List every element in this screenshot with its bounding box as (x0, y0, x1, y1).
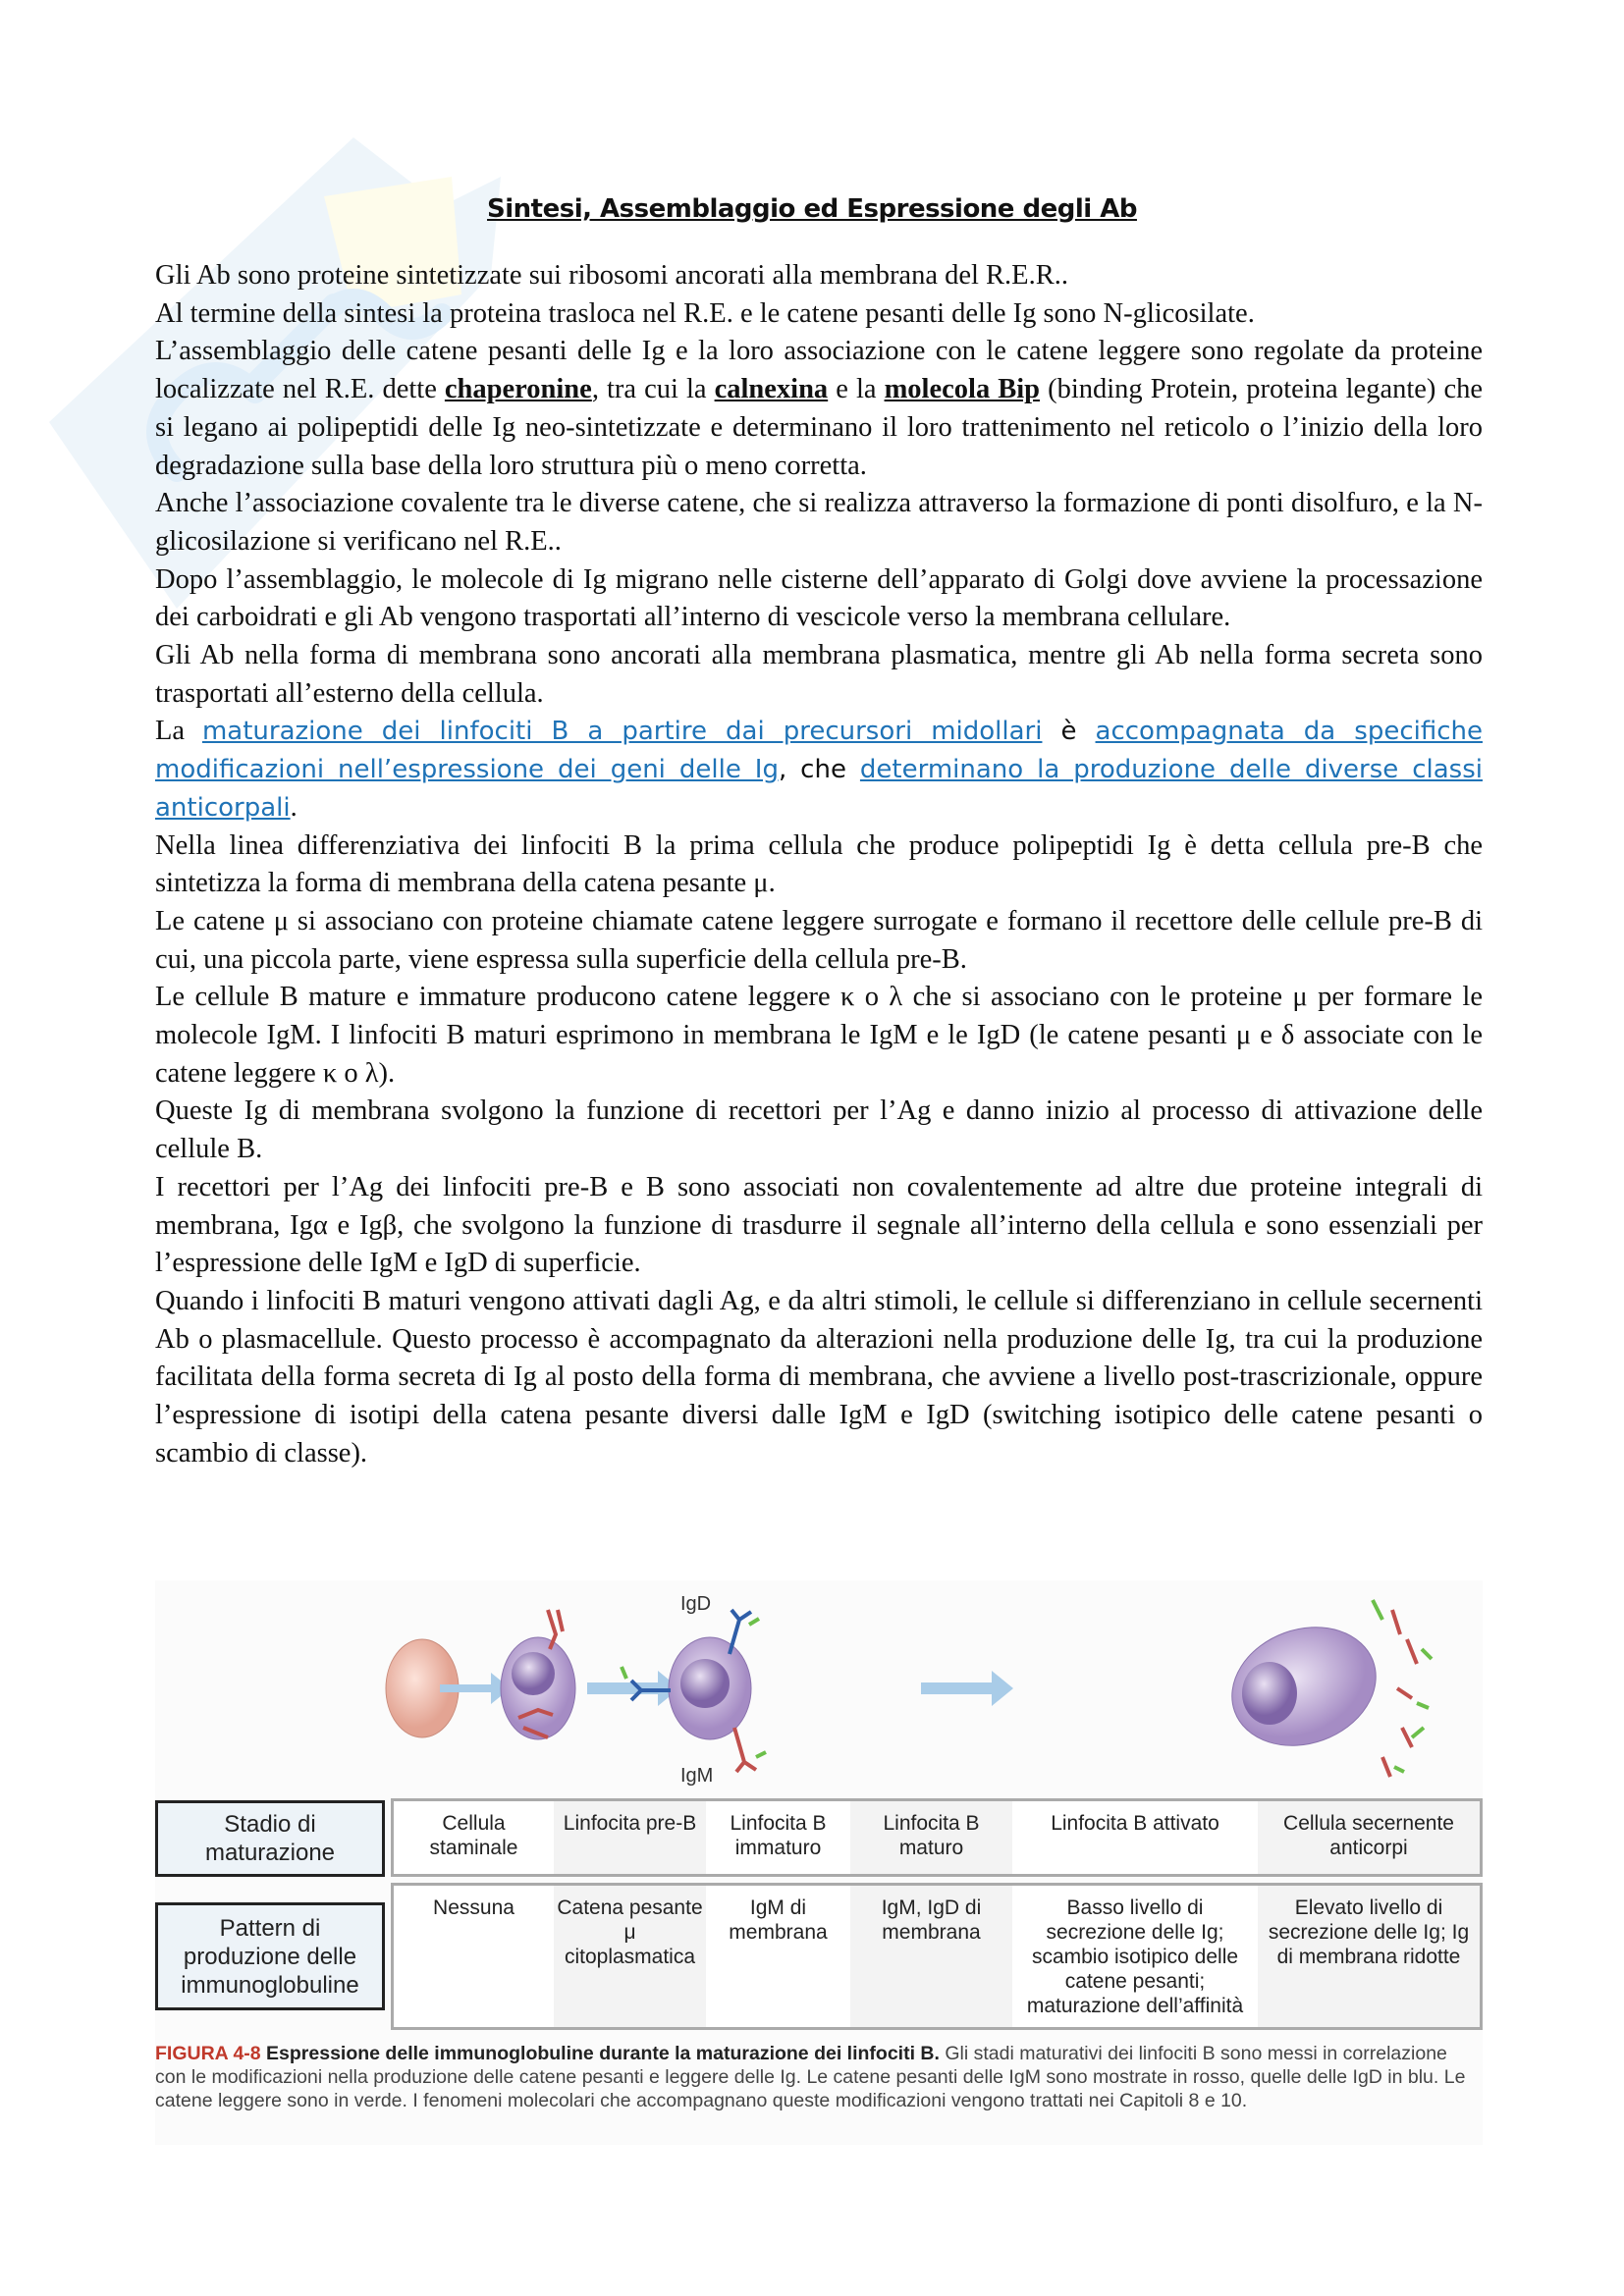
paragraph: Nella linea differenziativa dei linfociti B la prima cellula che produce polipeptidi Ig è detta cellula pre-B che sintetizza la forma di membrana della catena pesante μ. (155, 829, 1483, 899)
page-title: Sintesi, Assemblaggio ed Espressione degli Ab (487, 194, 1137, 224)
table-cell: Cellula secernente anticorpi (1258, 1801, 1480, 1874)
plasma-cell (1216, 1608, 1393, 1765)
immunoglobulin-pattern-row (155, 1883, 1483, 2030)
paragraph (155, 713, 1483, 827)
table-cell: IgM, IgD di membrana (850, 1886, 1012, 2027)
figure-caption (155, 2042, 1483, 2112)
table-cell: IgM di membrana (729, 1896, 828, 1944)
igd-label: IgD (680, 1593, 712, 1615)
paragraph: Le cellule B mature e immature producono catene leggere κ o λ che si associano con le proteine μ per formare le molecole IgM. I linfociti B maturi esprimono in membrana le IgM e le IgD (le catene pesanti μ e δ associate con le catene leggere κ o λ). (155, 982, 1483, 1089)
paragraph: Gli Ab nella forma di membrana sono ancorati alla membrana plasmatica, mentre gli Ab nella forma secreta sono trasportati all’esterno della cellula. (155, 640, 1483, 709)
figure-4-8 (155, 1580, 1483, 2145)
link-determinano[interactable]: determinano la produzione delle diverse classi anticorpali (155, 755, 1483, 823)
row-header: Pattern di produzione delle immunoglobuline (155, 1902, 385, 2010)
text: e la (828, 374, 885, 405)
text: è (1042, 717, 1096, 747)
term-molecola-bip: molecola Bip (884, 374, 1041, 405)
paragraph: Le catene μ si associano con proteine chiamate catene leggere surrogate e formano il recettore delle cellule pre-B di cui, una piccola parte, viene espressa sulla superficie della cellula pre-B. (155, 905, 1483, 975)
arrow-icon (921, 1671, 1013, 1706)
igm-label: IgM (680, 1765, 714, 1787)
table-cell: Elevato livello di secrezione delle Ig; Ig di membrana ridotte (1258, 1886, 1480, 2027)
paragraph: Queste Ig di membrana svolgono la funzione di recettori per l’Ag e danno inizio al processo di attivazione delle cellule B. (155, 1095, 1483, 1165)
document-body (155, 257, 1483, 1473)
text: L’assemblaggio delle catene pesanti delle Ig e la loro associazione con le catene leggere sono regolate da proteine localizzate nel R.E. dette (155, 336, 1483, 405)
text: , che (778, 755, 860, 785)
paragraph: I recettori per l’Ag dei linfociti pre-B e B sono associati non covalentemente ad altre due proteine integrali di membrana, Igα e Igβ, che svolgono la funzione di trasdurre il segnale all’interno della cellula e sono essenziali per l’espressione delle IgM e IgD di superficie. (155, 1171, 1483, 1279)
caption-title: Espressione delle immunoglobuline durante la maturazione dei linfociti B. (266, 2043, 940, 2064)
term-calnexina: calnexina (714, 374, 829, 405)
term-chaperonine: chaperonine (444, 374, 592, 405)
link-accompagnata[interactable]: accompagnata da specifiche modificazioni nell’espressione dei geni delle Ig (155, 717, 1483, 785)
cell-maturation-illustration (155, 1580, 1483, 1791)
paragraph: Dopo l’assemblaggio, le molecole di Ig migrano nelle cisterne dell’apparato di Golgi dove avviene la processazione dei carboidrati e gli Ab vengono trasportati all’interno di vescicole verso la membrana cellulare. (155, 563, 1483, 633)
paragraph: Anche l’associazione covalente tra le diverse catene, che si realizza attraverso la formazione di ponti disolfuro, e la N-glicosilazione si verificano nel R.E.. (155, 488, 1483, 557)
row-header: Stadio di maturazione (155, 1800, 385, 1877)
paragraph: Gli Ab sono proteine sintetizzate sui ribosomi ancorati alla membrana del R.E.R.. (155, 260, 1068, 291)
table-cell: Basso livello di secrezione delle Ig; scambio isotipico delle catene pesanti; maturazione dell’affinità (1026, 1896, 1244, 2017)
table-cell: Linfocita B maturo (850, 1801, 1012, 1874)
text: (binding Protein, proteina legante) che si legano ai polipeptidi delle Ig neo-sintetizzate e determinano il loro trattenimento nel reticolo o l’inizio della loro degradazione sulla base della loro struttura più o meno corretta. (155, 374, 1484, 481)
link-maturazione[interactable]: maturazione dei linfociti B a partire dai precursori midollari (201, 717, 1043, 747)
caption-number: FIGURA 4-8 (155, 2043, 261, 2064)
table-cell: Cellula staminale (429, 1812, 518, 1859)
text: La (155, 716, 202, 747)
paragraph: Quando i linfociti B maturi vengono attivati dagli Ag, e da altri stimoli, le cellule si differenziano in cellule secernenti Ab o plasmacellule. Questo processo è accompagnato da alterazioni nella produzione delle Ig, tra cui la produzione facilitata della forma secreta di Ig al posto della forma di membrana, che avviene a livello post-trascrizionale, oppure l’espressione di isotipi della catena pesante diversi dalle IgM e IgD (switching isotipico delle catene pesanti o scambio di classe). (155, 1285, 1483, 1468)
table-cell: Catena pesante μ citoplasmatica (554, 1886, 706, 2027)
paragraph: Al termine della sintesi la proteina trasloca nel R.E. e le catene pesanti delle Ig sono N-glicosilate. (155, 297, 1255, 329)
caption-text: Gli stadi maturativi dei linfociti B sono messi in correlazione con le modificazioni nella produzione delle catene pesanti e leggere delle Ig. Le catene pesanti delle IgM sono mostrate in rosso, quelle delle IgD in blu. Le catene leggere sono in verde. I fenomeni molecolari che accompagnano queste modificazioni vengono trattati nei Capitoli 8 e 10. (155, 2043, 1466, 2111)
table-cell: Linfocita B immaturo (730, 1812, 827, 1859)
table-cell: Linfocita pre-B (554, 1801, 706, 1874)
text: . (290, 791, 298, 823)
maturation-stage-row (155, 1798, 1483, 1879)
table-cell: Nessuna (433, 1896, 514, 1919)
table-cell: Linfocita B attivato (1051, 1812, 1219, 1835)
text: , tra cui la (591, 374, 715, 405)
paragraph (155, 333, 1483, 485)
